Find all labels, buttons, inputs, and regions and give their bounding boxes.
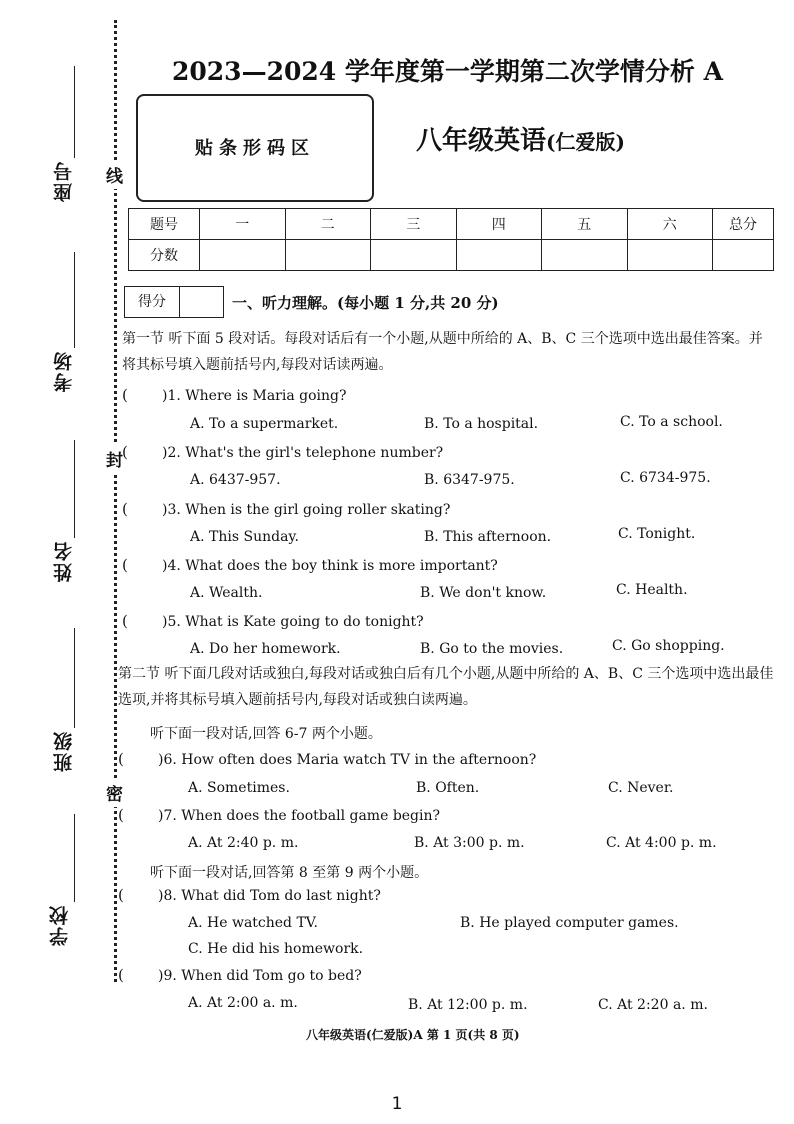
- instruction-8-9: 听下面一段对话,回答第 8 至第 9 两个小题。: [150, 865, 429, 881]
- option-a: A. He watched TV.: [188, 915, 318, 931]
- option-c: C. To a school.: [620, 414, 723, 430]
- edition-label: (仁爱版): [546, 130, 625, 154]
- exam-room-label: 考场: [53, 350, 75, 392]
- option-b: B. We don't know.: [420, 585, 547, 601]
- score-cell[interactable]: [285, 240, 371, 271]
- score-header-cell: 一: [200, 209, 286, 240]
- section-title: 一、听力理解。(每小题 1 分,共 20 分): [232, 294, 499, 312]
- subject-title: [416, 120, 625, 157]
- option-b: B. This afternoon.: [424, 529, 552, 545]
- question-4: )4. What does the boy think is more important?: [162, 558, 498, 574]
- school-line[interactable]: [74, 814, 75, 902]
- instruction-6-7: 听下面一段对话,回答 6-7 两个小题。: [150, 726, 382, 742]
- option-a: A. At 2:00 a. m.: [188, 995, 298, 1011]
- score-table-score-row: [129, 240, 774, 271]
- question-8: )8. What did Tom do last night?: [158, 888, 381, 904]
- score-cell[interactable]: [627, 240, 713, 271]
- answer-paren[interactable]: (: [122, 500, 128, 518]
- question-3: )3. When is the girl going roller skating?: [162, 502, 451, 518]
- school-label: 学校: [49, 904, 71, 946]
- page-number: 1: [391, 1094, 403, 1114]
- option-b: B. At 12:00 p. m.: [408, 997, 528, 1013]
- option-c: C. Health.: [616, 582, 688, 598]
- score-header-cell: 五: [542, 209, 628, 240]
- class-line[interactable]: [74, 628, 75, 728]
- score-cell[interactable]: [371, 240, 457, 271]
- seal-char-secret: 密: [106, 778, 123, 807]
- score-header-cell: 二: [285, 209, 371, 240]
- score-header-cell: 四: [456, 209, 542, 240]
- part2-instructions: 第二节 听下面几段对话或独白,每段对话或独白后有几个小题,从题中所给的 A、B、C 三个选项中选出最佳选项,并将其标号填入题前括号内,每段对话或独白读两遍。: [118, 666, 774, 708]
- seat-number-line[interactable]: [74, 66, 75, 158]
- answer-paren[interactable]: (: [118, 750, 124, 768]
- option-a: A. At 2:40 p. m.: [188, 835, 299, 851]
- option-b: B. To a hospital.: [424, 416, 539, 432]
- question-2: )2. What's the girl's telephone number?: [162, 445, 444, 461]
- option-b: B. Often.: [416, 780, 480, 796]
- answer-paren[interactable]: (: [122, 443, 128, 461]
- score-header-cell: 六: [627, 209, 713, 240]
- option-b: B. At 3:00 p. m.: [414, 835, 525, 851]
- question-1: )1. Where is Maria going?: [162, 388, 347, 404]
- answer-paren[interactable]: (: [122, 612, 128, 630]
- option-b: B. He played computer games.: [460, 915, 679, 931]
- score-row-label: 分数: [129, 240, 200, 271]
- answer-paren[interactable]: (: [118, 886, 124, 904]
- class-label: 班级: [53, 730, 75, 772]
- option-a: A. Sometimes.: [188, 780, 290, 796]
- name-line[interactable]: [74, 440, 75, 538]
- option-c: C. At 4:00 p. m.: [606, 835, 717, 851]
- score-cell[interactable]: [542, 240, 628, 271]
- option-b: B. Go to the movies.: [420, 641, 564, 657]
- page-footer: 八年级英语(仁爱版)A 第 1 页(共 8 页): [306, 1028, 520, 1042]
- exam-title: 2023—2024 学年度第一学期第二次学情分析 A: [172, 57, 723, 86]
- option-c: C. At 2:20 a. m.: [598, 997, 708, 1013]
- score-header-cell: 三: [371, 209, 457, 240]
- option-a: A. Do her homework.: [190, 641, 341, 657]
- seal-char-seal: 封: [106, 444, 123, 473]
- seal-char-line: 线: [106, 160, 123, 189]
- section-score-label: 得分: [125, 287, 180, 317]
- question-7: )7. When does the football game begin?: [158, 808, 441, 824]
- barcode-area: [136, 94, 374, 202]
- score-cell[interactable]: [200, 240, 286, 271]
- answer-paren[interactable]: (: [118, 806, 124, 824]
- name-label: 姓名: [53, 540, 75, 582]
- option-c: C. 6734-975.: [620, 470, 711, 486]
- option-a: A. Wealth.: [190, 585, 263, 601]
- barcode-label: 贴条形码区: [195, 138, 315, 159]
- score-header-cell: 总分: [713, 209, 774, 240]
- option-c: C. Never.: [608, 780, 674, 796]
- option-c: C. Tonight.: [618, 526, 696, 542]
- option-c: C. He did his homework.: [188, 941, 364, 957]
- section-score-box: [124, 286, 224, 318]
- answer-paren[interactable]: (: [122, 556, 128, 574]
- part1-instructions: 第一节 听下面 5 段对话。每段对话后有一个小题,从题中所给的 A、B、C 三个选项中选出最佳答案。并将其标号填入题前括号内,每段对话读两遍。: [122, 331, 763, 373]
- option-c: C. Go shopping.: [612, 638, 725, 654]
- answer-paren[interactable]: (: [118, 966, 124, 984]
- score-table: [128, 208, 774, 271]
- score-cell[interactable]: [456, 240, 542, 271]
- question-5: )5. What is Kate going to do tonight?: [162, 614, 424, 630]
- score-table-header-row: [129, 209, 774, 240]
- option-a: A. This Sunday.: [190, 529, 299, 545]
- section-score-cell[interactable]: [180, 287, 223, 317]
- option-a: A. 6437-957.: [190, 472, 281, 488]
- score-cell[interactable]: [713, 240, 774, 271]
- exam-room-line[interactable]: [74, 252, 75, 348]
- option-a: A. To a supermarket.: [190, 416, 339, 432]
- seat-number-label: 座号: [53, 160, 75, 202]
- question-6: )6. How often does Maria watch TV in the afternoon?: [158, 752, 537, 768]
- subject-name: 八年级英语: [416, 126, 547, 156]
- score-header-cell: 题号: [129, 209, 200, 240]
- question-9: )9. When did Tom go to bed?: [158, 968, 362, 984]
- option-b: B. 6347-975.: [424, 472, 515, 488]
- answer-paren[interactable]: (: [122, 386, 128, 404]
